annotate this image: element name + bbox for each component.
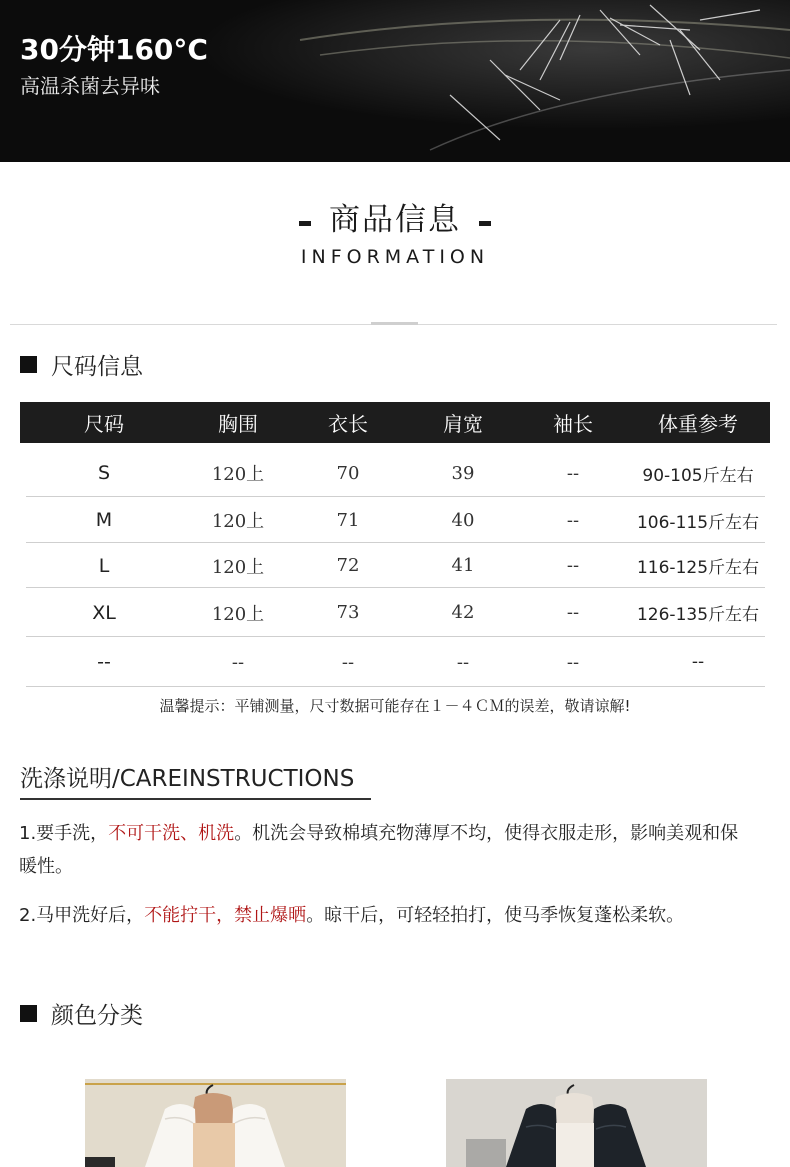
cell-size: XL <box>92 601 116 624</box>
table-row <box>20 637 770 687</box>
care-title-underline <box>20 798 371 800</box>
cell-chest: 120上 <box>211 556 265 578</box>
cell-shoulder: 40 <box>451 509 475 531</box>
banner-title: 30分钟160°C <box>20 33 208 66</box>
header-shoulder: 肩宽 <box>443 412 483 436</box>
cell-sleeve: -- <box>566 602 580 623</box>
table-row <box>20 443 770 497</box>
cell-shoulder: 41 <box>451 555 475 576</box>
care-text: 。机洗会导致棉填充物薄厚不均，使得衣服走形，影响美观和保暖性。 <box>19 823 739 877</box>
size-table-header <box>20 402 770 443</box>
cell-length: 72 <box>336 555 360 576</box>
cell-size: S <box>97 462 111 484</box>
care-text: 2.马甲洗好后， <box>19 905 145 926</box>
cell-shoulder: 39 <box>451 462 475 484</box>
heading-dash-right <box>479 221 491 226</box>
cell-size: -- <box>97 651 111 673</box>
care-warning-text: 不可干洗、机洗 <box>108 823 235 844</box>
divider-mark <box>371 322 418 325</box>
table-row <box>20 543 770 588</box>
header-weight: 体重参考 <box>658 412 738 436</box>
cell-chest: -- <box>231 651 245 673</box>
color-heading-text: 颜色分类 <box>51 1003 143 1029</box>
cell-size: L <box>98 554 110 577</box>
cell-chest: 120上 <box>211 464 265 485</box>
row-divider <box>26 686 765 687</box>
square-bullet-icon <box>20 1005 37 1022</box>
measurement-tip: 温馨提示：平铺测量，尺寸数据可能存在１－４ＣＭ的误差，敬请谅解! <box>159 697 631 715</box>
care-text: 1.要手洗， <box>19 823 109 844</box>
cell-length: 70 <box>336 462 360 484</box>
cell-shoulder: -- <box>456 651 470 673</box>
color-section-heading <box>20 997 143 1030</box>
info-subtitle: INFORMATION <box>300 246 490 268</box>
header-chest: 胸围 <box>218 412 258 436</box>
banner-subtitle: 高温杀菌去异味 <box>20 74 160 98</box>
cell-chest: 120上 <box>211 603 265 625</box>
black-vest-image <box>446 1079 707 1167</box>
cell-size: M <box>95 509 113 531</box>
header-length: 衣长 <box>328 412 368 436</box>
cell-sleeve: -- <box>566 651 580 673</box>
white-vest-image <box>85 1079 346 1167</box>
size-table <box>20 402 770 687</box>
header-sleeve: 袖长 <box>553 412 593 436</box>
cell-sleeve: -- <box>566 555 580 576</box>
header-size: 尺码 <box>84 412 124 436</box>
cell-shoulder: 42 <box>451 602 475 623</box>
table-row <box>20 497 770 543</box>
cell-weight: 116-125斤左右 <box>636 558 760 578</box>
table-row <box>20 588 770 637</box>
info-heading <box>0 194 790 239</box>
square-bullet-icon <box>20 356 37 373</box>
care-title: 洗涤说明/CAREINSTRUCTIONS <box>20 766 355 792</box>
info-title: 商品信息 <box>329 202 461 238</box>
size-section-heading <box>20 348 143 381</box>
care-paragraph-1 <box>19 817 749 883</box>
cell-weight: 90-105斤左右 <box>642 465 754 486</box>
color-photo-black-vest[interactable] <box>446 1079 707 1167</box>
cell-chest: 120上 <box>211 511 265 532</box>
care-paragraph-2 <box>19 899 749 932</box>
cell-length: -- <box>341 651 355 673</box>
cell-weight: 106-115斤左右 <box>636 512 760 533</box>
size-heading-text: 尺码信息 <box>51 354 143 380</box>
care-text: 。晾干后，可轻轻拍打，使马季恢复蓬松柔软。 <box>306 905 685 926</box>
cell-sleeve: -- <box>566 509 580 531</box>
heading-dash-left <box>299 221 311 226</box>
cell-weight: 126-135斤左右 <box>636 605 760 625</box>
color-photo-white-vest[interactable] <box>85 1079 346 1167</box>
hero-banner <box>0 0 790 162</box>
cell-length: 73 <box>336 602 360 623</box>
care-warning-text: 不能拧干，禁止爆晒 <box>144 905 307 926</box>
cell-sleeve: -- <box>566 462 580 484</box>
cell-length: 71 <box>336 509 360 531</box>
cell-weight: -- <box>691 652 705 672</box>
